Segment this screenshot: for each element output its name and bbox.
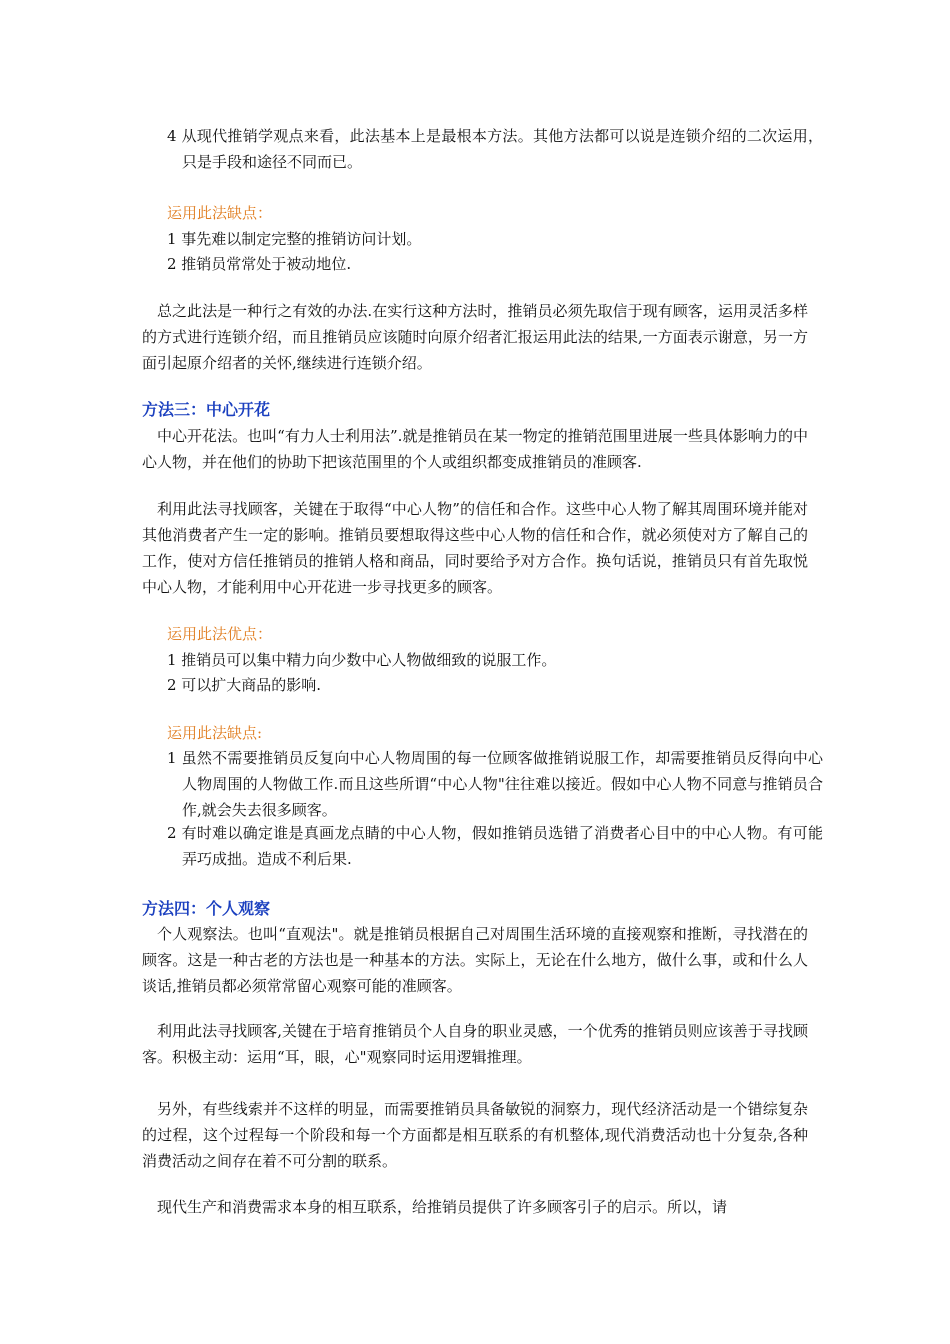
section-heading-method-3: 方法三：中心开花 — [142, 400, 271, 419]
paragraph: 利用此法寻找顾客，关键在于取得“中心人物”的信任和合作。这些中心人物了解其周围环境并能对其他消费者产生一定的影响。推销员要想取得这些中心人物的信任和合作，就必须使对方了解自己的工作，使对方信任推销员的推销人格和商品，同时要给予对方合作。换句话说，推销员只有首先取悦中心人物，才能利用中心开花进一步寻找更多的顾客。 — [142, 500, 808, 596]
summary-paragraph: 总之此法是一种行之有效的办法.在实行这种方法时，推销员必须先取信于现有顾客，运用灵活多样的方式进行连锁介绍，而且推销员应该随时向原介绍者汇报运用此法的结果,一方面表示谢意，另一方面引起原介绍者的关怀,继续进行连锁介绍。 — [142, 302, 808, 372]
list-item: 1 事先难以制定完整的推销访问计划。 — [167, 230, 422, 248]
paragraph: 另外，有些线索并不这样的明显，而需要推销员具备敏锐的洞察力，现代经济活动是一个错综复杂的过程，这个过程每一个阶段和每一个方面都是相互联系的有机整体,现代消费活动也十分复杂,各种消费活动之间存在着不可分割的联系。 — [142, 1100, 808, 1170]
list-item: 2 有时难以确定谁是真画龙点睛的中心人物，假如推销员选错了消费者心目中的中心人物。有可能弄巧成拙。造成不利后果. — [167, 824, 823, 868]
cons-label: 运用此法缺点： — [167, 204, 273, 222]
paragraph: 利用此法寻找顾客,关键在于培育推销员个人自身的职业灵感，一个优秀的推销员则应该善于寻找顾客。积极主动：运用“耳，眼，心"观察同时运用逻辑推理。 — [142, 1022, 808, 1066]
cons-label: 运用此法缺点: — [167, 724, 263, 742]
list-item: 4 从现代推销学观点来看，此法基本上是最根本方法。其他方法都可以说是连锁介绍的二次运用，只是手段和途径不同而已。 — [167, 127, 823, 171]
paragraph: 中心开花法。也叫“有力人士利用法”.就是推销员在某一物定的推销范围里进展一些具体影响力的中心人物，并在他们的协助下把该范围里的个人或组织都变成推销员的准顾客. — [142, 427, 808, 471]
pros-label: 运用此法优点： — [167, 625, 273, 643]
list-item: 1 虽然不需要推销员反复向中心人物周围的每一位顾客做推销说服工作，却需要推销员反得向中心人物周围的人物做工作.而且这些所谓“中心人物"往往难以接近。假如中心人物不同意与推销员合作,就会失去很多顾客。 — [167, 749, 823, 819]
paragraph: 个人观察法。也叫“直观法"。就是推销员根据自己对周围生活环境的直接观察和推断，寻找潜在的顾客。这是一种古老的方法也是一种基本的方法。实际上，无论在什么地方，做什么事，或和什么人谈话,推销员都必须常常留心观察可能的准顾客。 — [142, 925, 808, 995]
list-item: 2 可以扩大商品的影响. — [167, 676, 322, 694]
list-item: 2 推销员常常处于被动地位. — [167, 255, 352, 273]
section-heading-method-4: 方法四：个人观察 — [142, 899, 271, 918]
list-item: 1 推销员可以集中精力向少数中心人物做细致的说服工作。 — [167, 651, 557, 669]
paragraph: 现代生产和消费需求本身的相互联系，给推销员提供了许多顾客引子的启示。所以，请 — [157, 1198, 728, 1216]
